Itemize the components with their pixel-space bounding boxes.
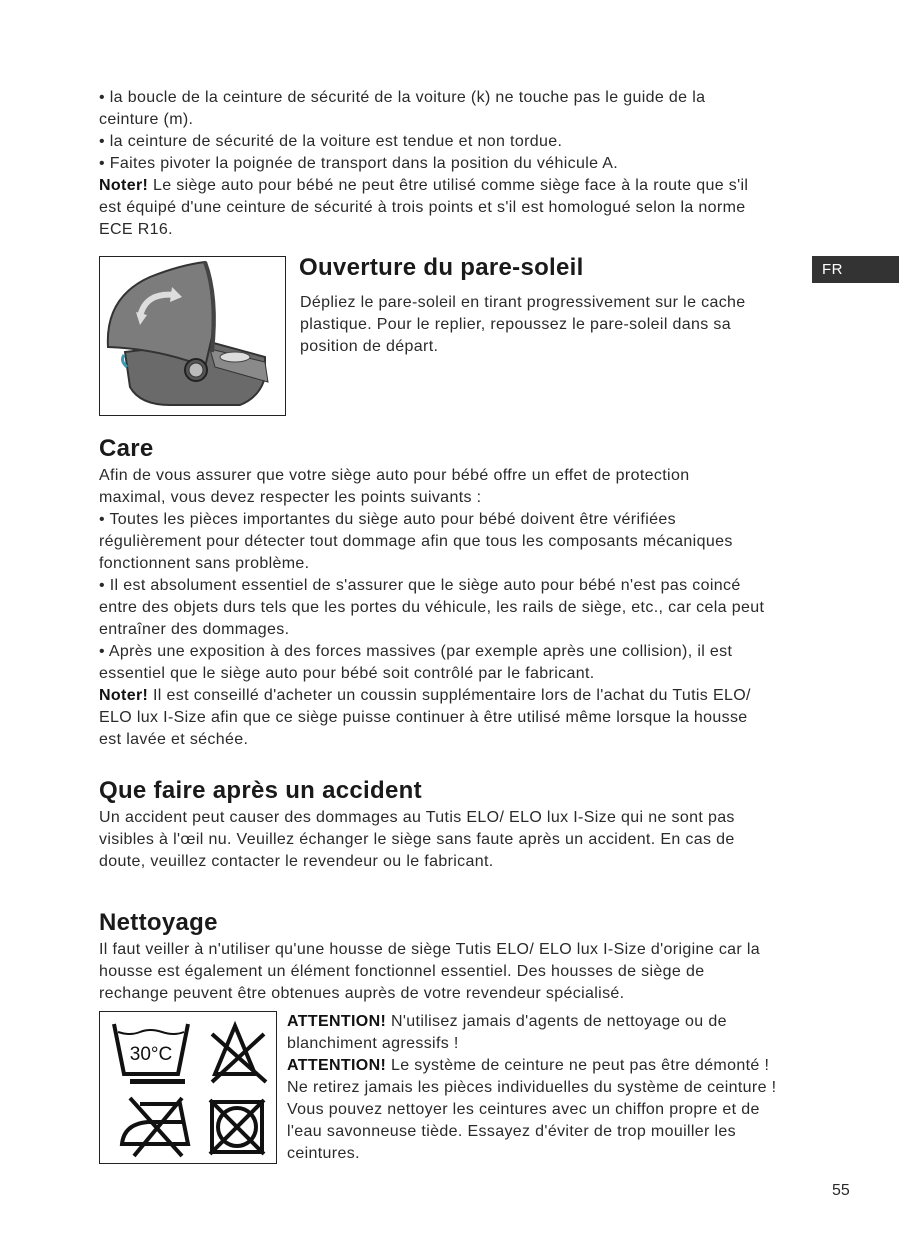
section-title-care: Care <box>99 435 154 462</box>
text-line: régulièrement pour détecter tout dommage afin que tous les composants mécaniques <box>99 533 733 550</box>
text-line: entraîner des dommages. <box>99 621 290 638</box>
text-line: rechange peuvent être obtenues auprès de votre revendeur spécialisé. <box>99 985 625 1002</box>
text-line: plastique. Pour le replier, repoussez le pare-soleil dans sa <box>300 316 732 333</box>
text-line: housse est également un élément fonctionnel essentiel. Des housses de siège de <box>99 963 705 980</box>
page-number: 55 <box>832 1182 850 1199</box>
wash-30-icon <box>114 1024 188 1084</box>
care-symbols-panel <box>99 1011 277 1164</box>
language-tab: FR <box>812 256 899 283</box>
text-line: ELO lux I-Size afin que ce siège puisse continuer à être utilisé même lorsque la housse <box>99 709 748 726</box>
no-tumble-dry-icon <box>210 1100 264 1154</box>
text-line: Il faut veiller à n'utiliser qu'une housse de siège Tutis ELO/ ELO lux I-Size d'origine car la <box>99 941 761 958</box>
wash-temperature: 30°C <box>129 1044 173 1065</box>
text-line: • la boucle de la ceinture de sécurité de la voiture (k) ne touche pas le guide de la <box>99 89 706 106</box>
text-line: entre des objets durs tels que les portes du véhicule, les rails de siège, etc., car cela peut <box>99 599 765 616</box>
note-label: Noter! <box>99 177 149 194</box>
note-text: Il est conseillé d'acheter un coussin supplémentaire lors de l'achat du Tutis ELO/ <box>148 687 751 704</box>
text-line: Afin de vous assurer que votre siège auto pour bébé offre un effet de protection <box>99 467 690 484</box>
attention-label: ATTENTION! <box>287 1057 387 1074</box>
attention-text: Le système de ceinture ne peut pas être démonté ! <box>386 1057 770 1074</box>
section-title-cleaning: Nettoyage <box>99 909 218 936</box>
text-line: doute, veuillez contacter le revendeur ou le fabricant. <box>99 853 494 870</box>
text-line: Ne retirez jamais les pièces individuelles du système de ceinture ! <box>287 1079 777 1096</box>
no-bleach-icon <box>212 1026 266 1082</box>
text-line: • la ceinture de sécurité de la voiture est tendue et non tordue. <box>99 133 563 150</box>
attention-line <box>287 1055 769 1077</box>
note-label: Noter! <box>99 687 149 704</box>
text-line: • Il est absolument essentiel de s'assurer que le siège auto pour bébé n'est pas coincé <box>99 577 741 594</box>
car-seat-icon <box>100 257 285 415</box>
no-iron-icon <box>122 1098 188 1156</box>
note-text: Le siège auto pour bébé ne peut être utilisé comme siège face à la route que s'il <box>148 177 749 194</box>
text-line: Vous pouvez nettoyer les ceintures avec un chiffon propre et de <box>287 1101 760 1118</box>
note-line <box>99 685 751 707</box>
attention-label: ATTENTION! <box>287 1013 387 1030</box>
text-line: Dépliez le pare-soleil en tirant progressivement sur le cache <box>300 294 746 311</box>
note-line <box>99 175 748 197</box>
text-line: est lavée et séchée. <box>99 731 249 748</box>
text-line: Un accident peut causer des dommages au Tutis ELO/ ELO lux I-Size qui ne sont pas <box>99 809 735 826</box>
text-line: maximal, vous devez respecter les points suivants : <box>99 489 482 506</box>
text-line: ECE R16. <box>99 221 173 238</box>
text-line: fonctionnent sans problème. <box>99 555 310 572</box>
text-line: • Après une exposition à des forces massives (par exemple après une collision), il est <box>99 643 733 660</box>
text-line: visibles à l'œil nu. Veuillez échanger le siège sans faute après un accident. En cas de <box>99 831 735 848</box>
text-line: • Toutes les pièces importantes du siège auto pour bébé doivent être vérifiées <box>99 511 676 528</box>
car-seat-sunshade-illustration <box>99 256 286 416</box>
text-line: • Faites pivoter la poignée de transport dans la position du véhicule A. <box>99 155 619 172</box>
text-line: est équipé d'une ceinture de sécurité à trois points et s'il est homologué selon la norme <box>99 199 746 216</box>
text-line: ceintures. <box>287 1145 360 1162</box>
attention-line <box>287 1011 727 1033</box>
text-line: position de départ. <box>300 338 439 355</box>
section-title-accident: Que faire après un accident <box>99 777 422 804</box>
text-line: essentiel que le siège auto pour bébé soit contrôlé par le fabricant. <box>99 665 595 682</box>
section-title-sunshade: Ouverture du pare-soleil <box>299 254 584 281</box>
text-line: blanchiment agressifs ! <box>287 1035 459 1052</box>
attention-text: N'utilisez jamais d'agents de nettoyage ou de <box>386 1013 727 1030</box>
text-line: ceinture (m). <box>99 111 194 128</box>
text-line: l'eau savonneuse tiède. Essayez d'éviter de trop mouiller les <box>287 1123 737 1140</box>
